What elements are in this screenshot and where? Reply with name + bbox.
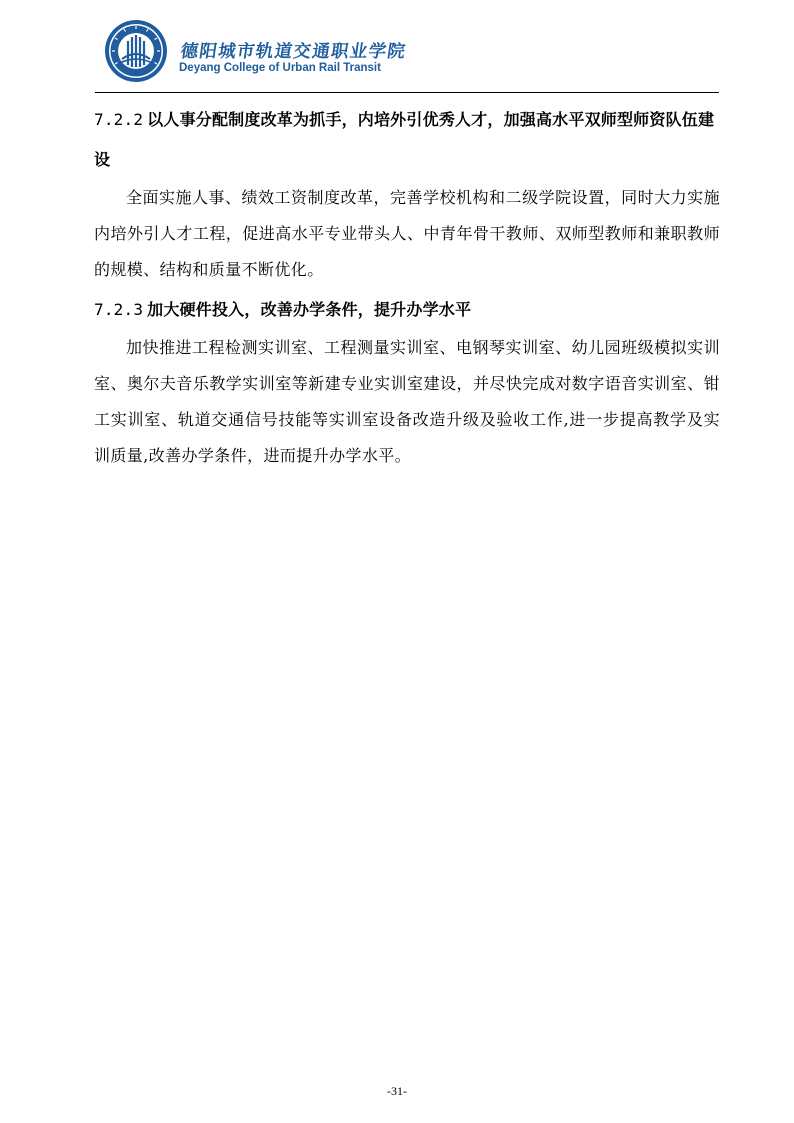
- section-title: 以人事分配制度改革为抓手，内培外引优秀人才，加强高水平双师型师资队伍建设: [94, 110, 715, 169]
- school-name-chinese: 德阳城市轨道交通职业学院: [179, 42, 408, 62]
- section-paragraph: 全面实施人事、绩效工资制度改革，完善学校机构和二级学院设置，同时大力实施内培外引人才工程，促进高水平专业带头人、中青年骨干教师、双师型教师和兼职教师的规模、结构和质量不断优化。: [94, 188, 720, 279]
- section-paragraph: 加快推进工程检测实训室、工程测量实训室、电钢琴实训室、幼儿园班级模拟实训室、奥尔夫音乐教学实训室等新建专业实训室建设，并尽快完成对数字语音实训室、钳工实训室、轨道交通信号技能等实训室设备改造升级及验收工作,进一步提高教学及实训质量,改善办学条件，进而提升办学水平。: [94, 338, 720, 465]
- college-seal-icon: [104, 19, 168, 83]
- section-number: 7.2.2: [94, 110, 144, 129]
- page-header: [95, 16, 719, 93]
- section-title: 加大硬件投入，改善办学条件，提升办学水平: [147, 300, 472, 319]
- school-name-english: Deyang College of Urban Rail Transit: [179, 62, 381, 74]
- document-body: [94, 100, 720, 474]
- section-heading-7-2-3: [94, 290, 720, 330]
- page-number: -31-: [387, 1084, 407, 1098]
- section-heading-7-2-2: [94, 100, 720, 180]
- section-number: 7.2.3: [94, 300, 144, 319]
